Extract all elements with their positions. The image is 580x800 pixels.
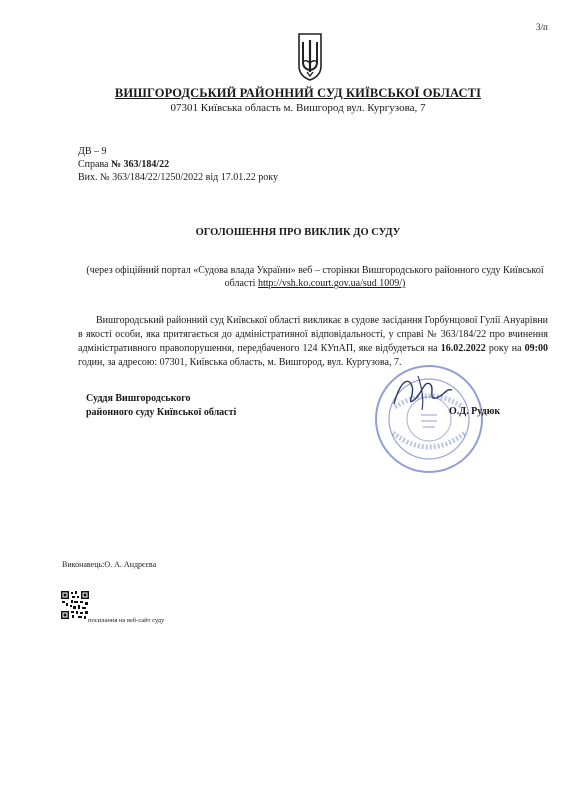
executor-line: Виконавець:О. А. Андрєєва — [62, 560, 157, 569]
page-mark: 3/п — [536, 22, 548, 32]
judge-title-line-2: районного суду Київської області — [86, 407, 237, 418]
summons-text-3: годин, за адресою: 07301, Київська область, м. Вишгород, вул. Кургузова, 7. — [78, 357, 402, 368]
qr-caption: посилання на веб-сайт суду — [88, 617, 165, 624]
case-prefix: Справа — [78, 159, 111, 170]
court-name: ВИШГОРОДСЬКИЙ РАЙОННИЙ СУД КИЇВСЬКОЇ ОБЛАСТІ — [114, 86, 482, 100]
judge-title-line-1: Суддя Вишгородського — [86, 393, 191, 404]
case-number: № 363/184/22 — [111, 159, 170, 170]
case-number-line — [78, 159, 169, 170]
trident-emblem-icon — [295, 32, 325, 82]
source-note — [80, 264, 550, 290]
document-title: ОГОЛОШЕННЯ ПРО ВИКЛИК ДО СУДУ — [195, 227, 401, 238]
outgoing-number: Вих. № 363/184/22/1250/2022 від 17.01.22 року — [78, 172, 278, 183]
summons-text-1: Вишгородський районний суд Київської області викликає в судове засідання Горбунцової Гулії Ануарівни в якості особи, яка притягається до адміністративної відповідальності, у справі № 363/184/22 про вчинення адміністративного правопорушення, передбаченого 124 КУпАП, яке відбудеться на — [78, 315, 548, 354]
summons-body — [78, 314, 548, 370]
signature-icon — [388, 370, 458, 412]
summons-text-2: року на — [485, 343, 525, 354]
judge-title — [86, 392, 236, 420]
court-website-link[interactable]: http://vsh.ko.court.gov.ua/sud 1009/) — [257, 278, 406, 289]
court-address: 07301 Київська область м. Вишгород вул. Кургузова, 7 — [170, 102, 426, 114]
hearing-time: 09:00 — [524, 343, 549, 354]
source-note-text: (через офіційний портал «Судова влада України» веб – сторінки Вишгородського районного суду Київської області — [86, 265, 544, 289]
judge-name: О.Д. Рудюк — [449, 406, 501, 417]
qr-code-icon[interactable] — [60, 590, 90, 620]
hearing-date: 16.02.2022 — [440, 343, 486, 354]
document-code: ДВ – 9 — [78, 146, 107, 157]
